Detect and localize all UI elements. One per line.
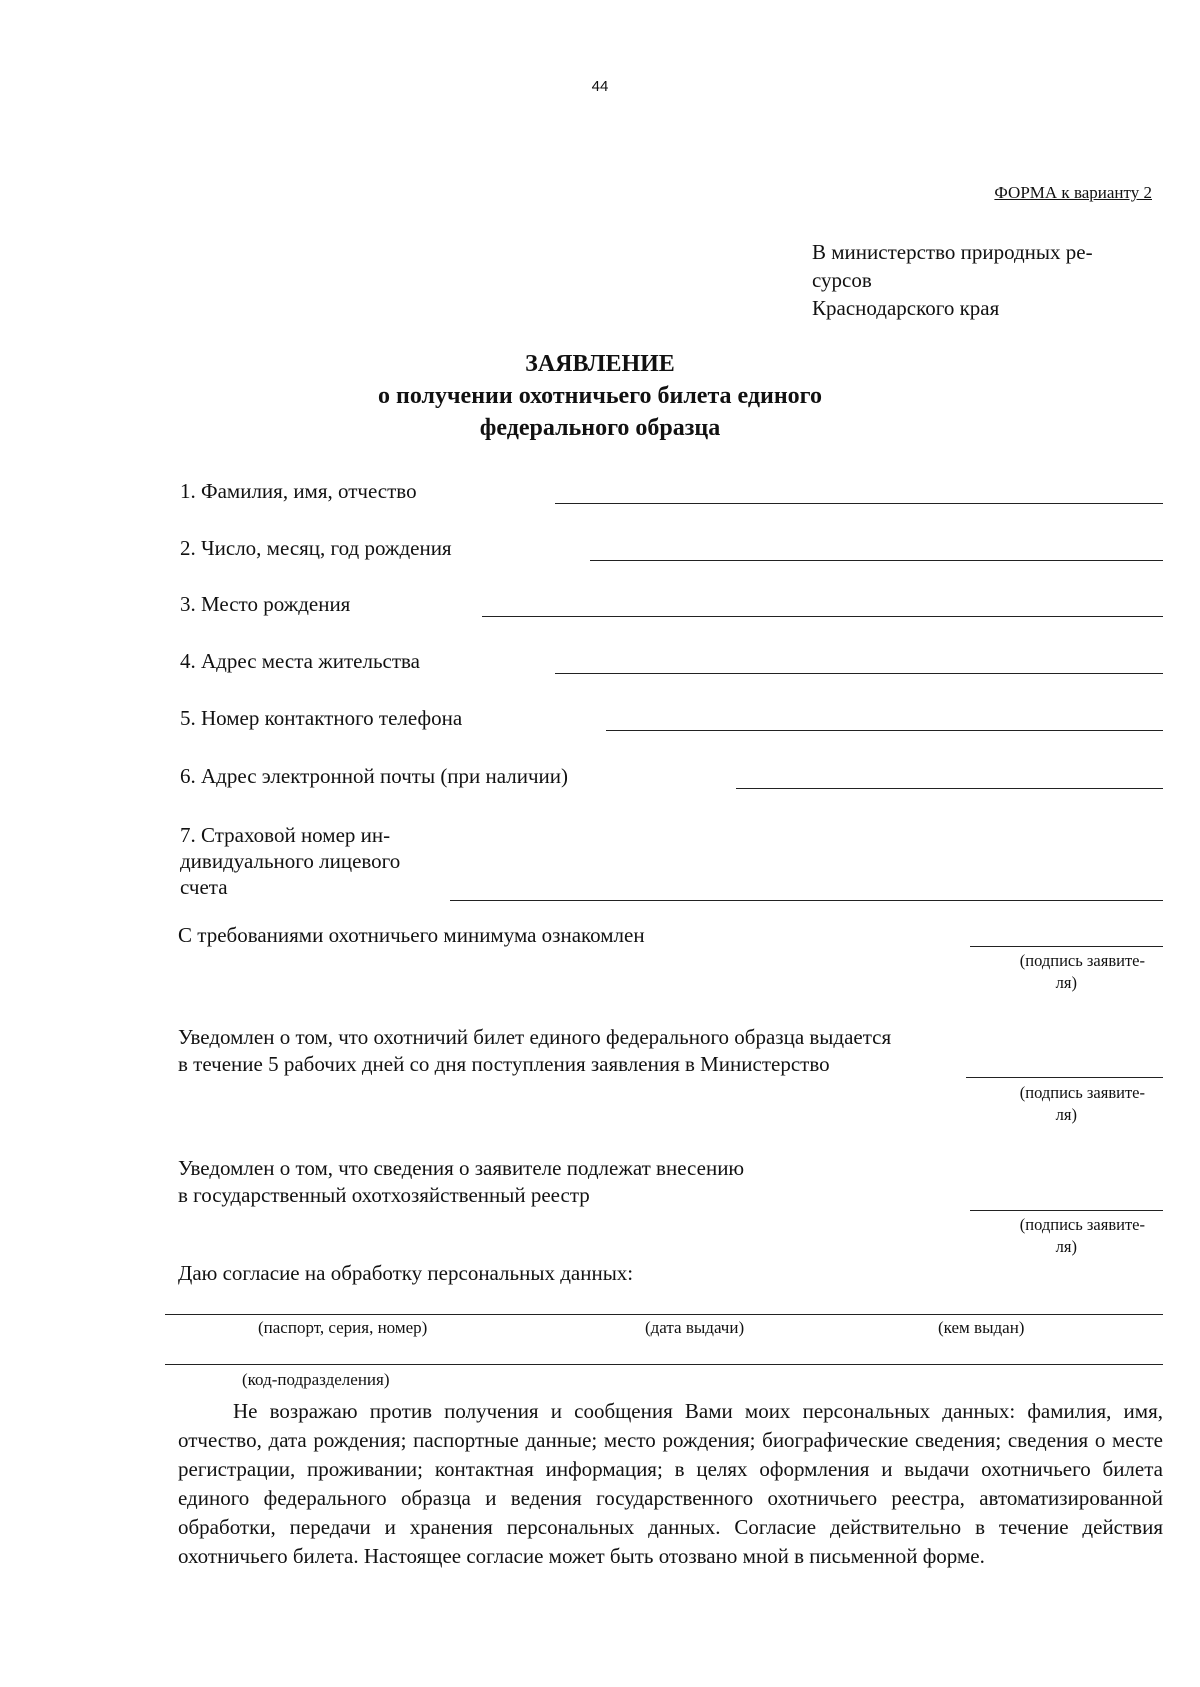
passport-line[interactable] [165, 1314, 1163, 1315]
signature-line-minimum[interactable] [970, 946, 1163, 947]
field-full-name-label: 1. Фамилия, имя, отчество [180, 479, 417, 503]
field-full-name-line[interactable] [555, 503, 1163, 504]
consent-body-text: Не возражаю против получения и сообщения Вами моих персональных данных: фамилия, имя, отчество, дата рождения; паспортные данные; место рождения; биографические сведения; сведения о месте регистрации, проживании; контактная информация; в целях оформления и выдачи охотничьего билета единого федерального образца и ведения государственного охотничьего реестра, автоматизированной обработки, передачи и хранения персональных данных. Согласие действительно в течение действия охотничьего билета. Настоящее согласие может быть отозвано мной в письменной форме. [178, 1399, 1163, 1568]
snils-label-line: счета [180, 875, 228, 899]
registry-ack-text [178, 1155, 744, 1209]
issued-by-caption: (кем выдан) [938, 1318, 1025, 1337]
registry-ack-line: Уведомлен о том, что сведения о заявителе подлежат внесению [178, 1156, 745, 1180]
form-reference: ФОРМА к варианту 2 [994, 183, 1152, 202]
field-snils-label [180, 822, 400, 900]
consent-heading: Даю согласие на обработку персональных данных: [178, 1261, 634, 1285]
signature-caption [970, 1082, 1145, 1126]
signature-caption-line: ля) [1055, 973, 1077, 992]
signature-caption-line: (подпись заявите- [1019, 951, 1145, 970]
signature-caption-line: ля) [1055, 1237, 1077, 1256]
snils-label-line: 7. Страховой номер ин- [180, 823, 391, 847]
minimum-ack-text: С требованиями охотничьего минимума ознакомлен [178, 923, 645, 947]
issue-ack-line: Уведомлен о том, что охотничий билет единого федерального образца выдается [178, 1025, 892, 1049]
field-birth-date-line[interactable] [590, 560, 1163, 561]
signature-line-registry[interactable] [970, 1210, 1163, 1211]
snils-label-line: дивидуального лицевого [180, 849, 401, 873]
issue-ack-line: в течение 5 рабочих дней со дня поступления заявления в Министерство [178, 1052, 830, 1076]
issue-date-caption: (дата выдачи) [645, 1318, 745, 1337]
issue-ack-text [178, 1024, 891, 1078]
field-email-label: 6. Адрес электронной почты (при наличии) [180, 764, 569, 788]
document-title [0, 348, 1200, 444]
field-email-line[interactable] [736, 788, 1163, 789]
title-line: ЗАЯВЛЕНИЕ [525, 351, 675, 377]
division-code-caption: (код-подразделения) [242, 1370, 390, 1389]
signature-caption-line: (подпись заявите- [1019, 1083, 1145, 1102]
field-birth-place-line[interactable] [482, 616, 1163, 617]
signature-caption [970, 950, 1145, 994]
division-code-line[interactable] [165, 1364, 1163, 1365]
title-line: федерального образца [479, 415, 721, 441]
signature-caption-line: ля) [1055, 1105, 1077, 1124]
field-phone-line[interactable] [606, 730, 1163, 731]
signature-line-issue[interactable] [966, 1077, 1163, 1078]
field-birth-place-label: 3. Место рождения [180, 592, 351, 616]
field-phone-label: 5. Номер контактного телефона [180, 706, 463, 730]
signature-caption [970, 1214, 1145, 1258]
passport-caption: (паспорт, серия, номер) [258, 1318, 428, 1337]
signature-caption-line: (подпись заявите- [1019, 1215, 1145, 1234]
field-birth-date-label: 2. Число, месяц, год рождения [180, 536, 452, 560]
addressee-block [812, 238, 1142, 322]
page-number: 44 [591, 78, 609, 95]
addressee-line: сурсов [812, 268, 872, 292]
field-address-label: 4. Адрес места жительства [180, 649, 420, 673]
registry-ack-line: в государственный охотхозяйственный реестр [178, 1183, 590, 1207]
field-snils-line[interactable] [450, 900, 1163, 901]
addressee-line: В министерство природных ре- [812, 240, 1093, 264]
addressee-line: Краснодарского края [812, 296, 1000, 320]
field-address-line[interactable] [555, 673, 1163, 674]
title-line: о получении охотничьего билета единого [378, 383, 822, 409]
